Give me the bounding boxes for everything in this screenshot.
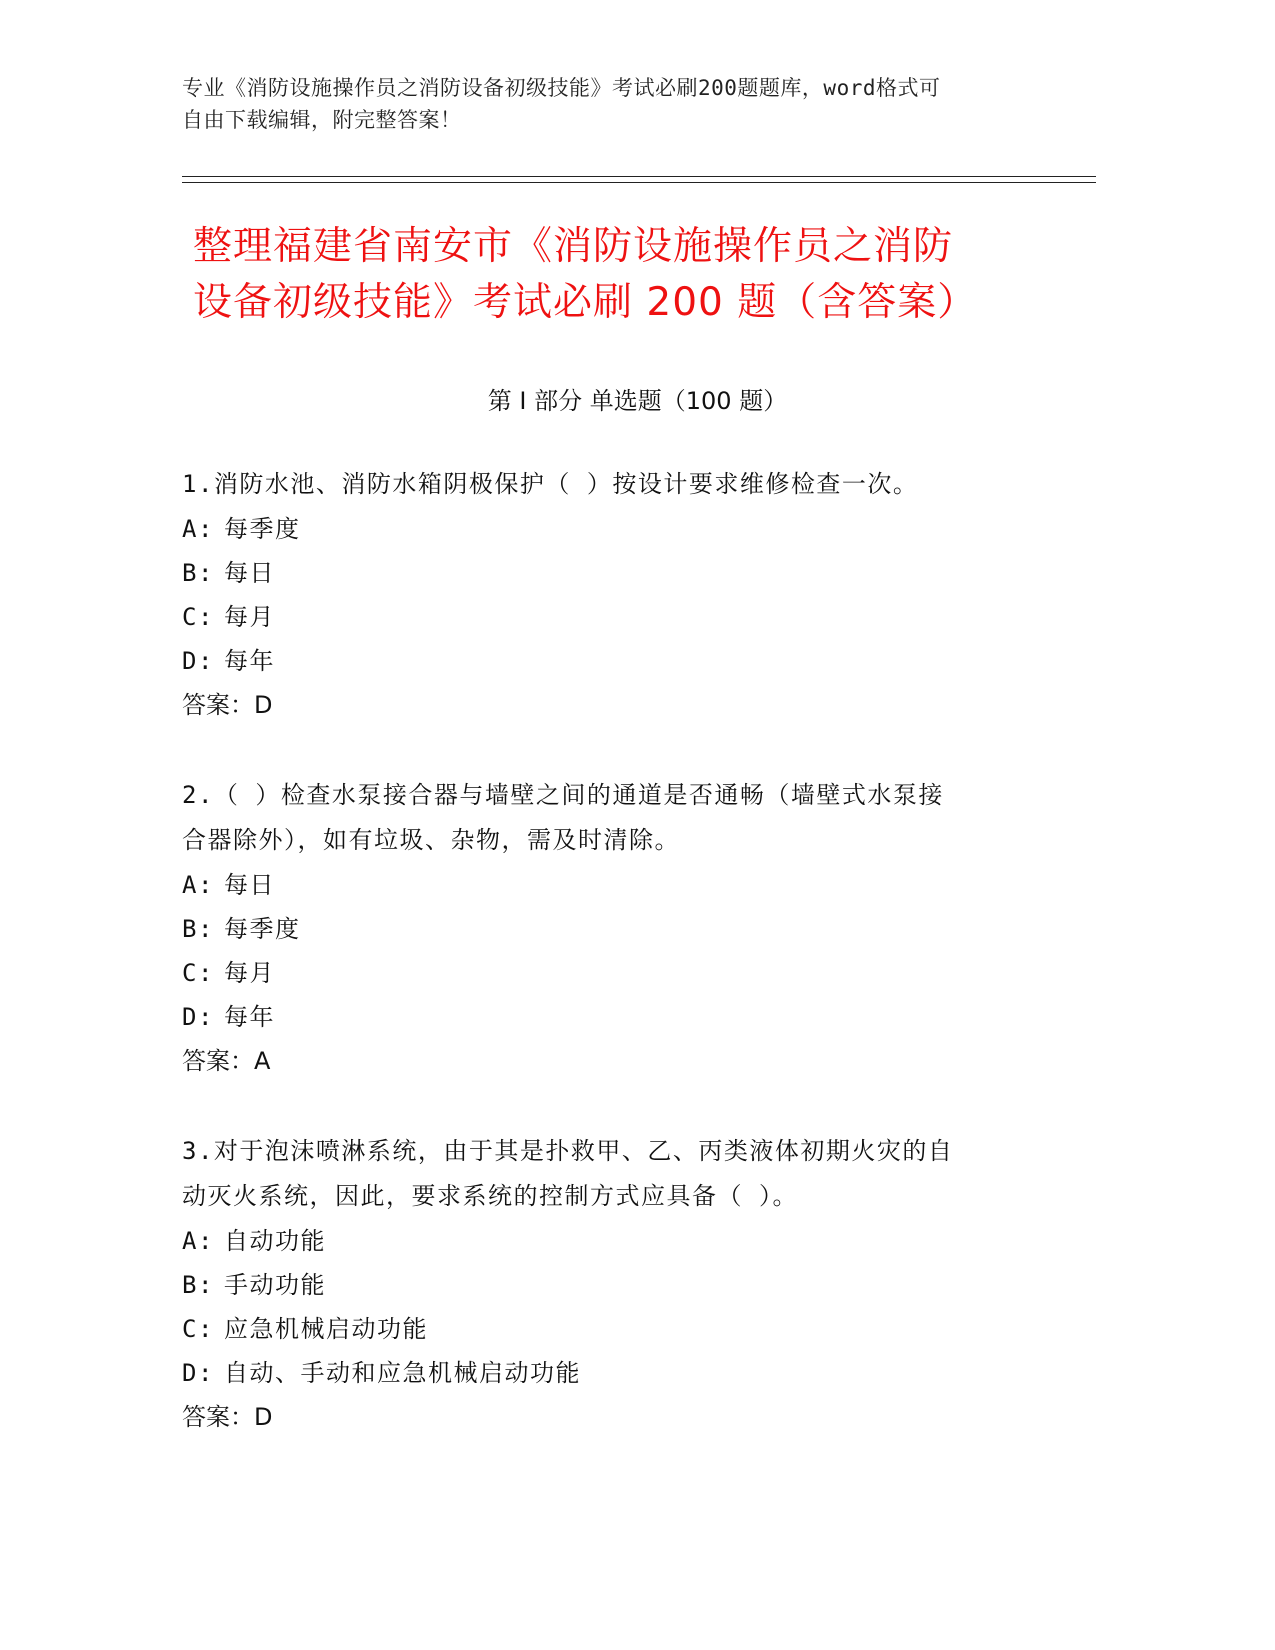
option-letter: C:: [182, 959, 214, 987]
option-d: [182, 1351, 1062, 1395]
question-1: [182, 462, 1062, 727]
option-text: 每季度: [224, 515, 301, 543]
page-title-line-1: 整理福建省南安市《消防设施操作员之消防: [193, 224, 954, 269]
header-divider-bottom: [182, 182, 1096, 183]
question-3: [182, 1129, 1062, 1439]
question-stem: 1.消防水池、消防水箱阴极保护（ ）按设计要求维修检查一次。: [182, 470, 919, 498]
header-note-line-1: 专业《消防设施操作员之消防设备初级技能》考试必刷200题题库，word格式可: [182, 76, 941, 100]
option-b: [182, 907, 1062, 951]
question-list: [182, 462, 1062, 1485]
question-stem-line-1: 2.（ ）检查水泵接合器与墙壁之间的通道是否通畅（墙壁式水泵接: [182, 781, 944, 809]
option-text: 应急机械启动功能: [224, 1315, 428, 1343]
option-letter: B:: [182, 915, 214, 943]
option-letter: D:: [182, 1003, 214, 1031]
question-stem-line-2: 动灭火系统，因此，要求系统的控制方式应具备（ ）。: [182, 1182, 798, 1210]
option-text: 每季度: [224, 915, 301, 943]
option-d: [182, 639, 1062, 683]
section-title: 第 I 部分 单选题（100 题）: [487, 387, 788, 415]
option-letter: B:: [182, 559, 214, 587]
option-letter: C:: [182, 1315, 214, 1343]
option-d: [182, 995, 1062, 1039]
option-text: 手动功能: [224, 1271, 326, 1299]
option-text: 自动、手动和应急机械启动功能: [224, 1359, 581, 1387]
question-stem-line-2: 合器除外），如有垃圾、杂物，需及时清除。: [182, 826, 680, 854]
option-letter: D:: [182, 1359, 214, 1387]
option-letter: B:: [182, 1271, 214, 1299]
answer-line: 答案：D: [182, 1403, 273, 1431]
option-letter: A:: [182, 1227, 214, 1255]
option-text: 每月: [224, 603, 275, 631]
page-title: [193, 219, 1073, 331]
option-text: 每年: [224, 647, 275, 675]
option-b: [182, 1263, 1062, 1307]
answer-line: 答案：D: [182, 691, 273, 719]
option-text: 自动功能: [224, 1227, 326, 1255]
page-title-line-2: 设备初级技能》考试必刷 200 题（含答案）: [193, 280, 978, 325]
question-2: [182, 773, 1062, 1083]
option-c: [182, 1307, 1062, 1351]
option-a: [182, 507, 1062, 551]
option-text: 每年: [224, 1003, 275, 1031]
option-b: [182, 551, 1062, 595]
option-letter: A:: [182, 515, 214, 543]
option-c: [182, 951, 1062, 995]
option-text: 每日: [224, 559, 275, 587]
option-a: [182, 1219, 1062, 1263]
header-divider-top: [182, 176, 1096, 177]
option-letter: C:: [182, 603, 214, 631]
option-text: 每日: [224, 871, 275, 899]
header-note: [182, 72, 1062, 136]
header-note-line-2: 自由下载编辑，附完整答案！: [182, 108, 462, 132]
option-text: 每月: [224, 959, 275, 987]
answer-line: 答案：A: [182, 1047, 271, 1075]
option-letter: D:: [182, 647, 214, 675]
option-a: [182, 863, 1062, 907]
option-letter: A:: [182, 871, 214, 899]
option-c: [182, 595, 1062, 639]
question-stem-line-1: 3.对于泡沫喷淋系统，由于其是扑救甲、乙、丙类液体初期火灾的自: [182, 1137, 954, 1165]
